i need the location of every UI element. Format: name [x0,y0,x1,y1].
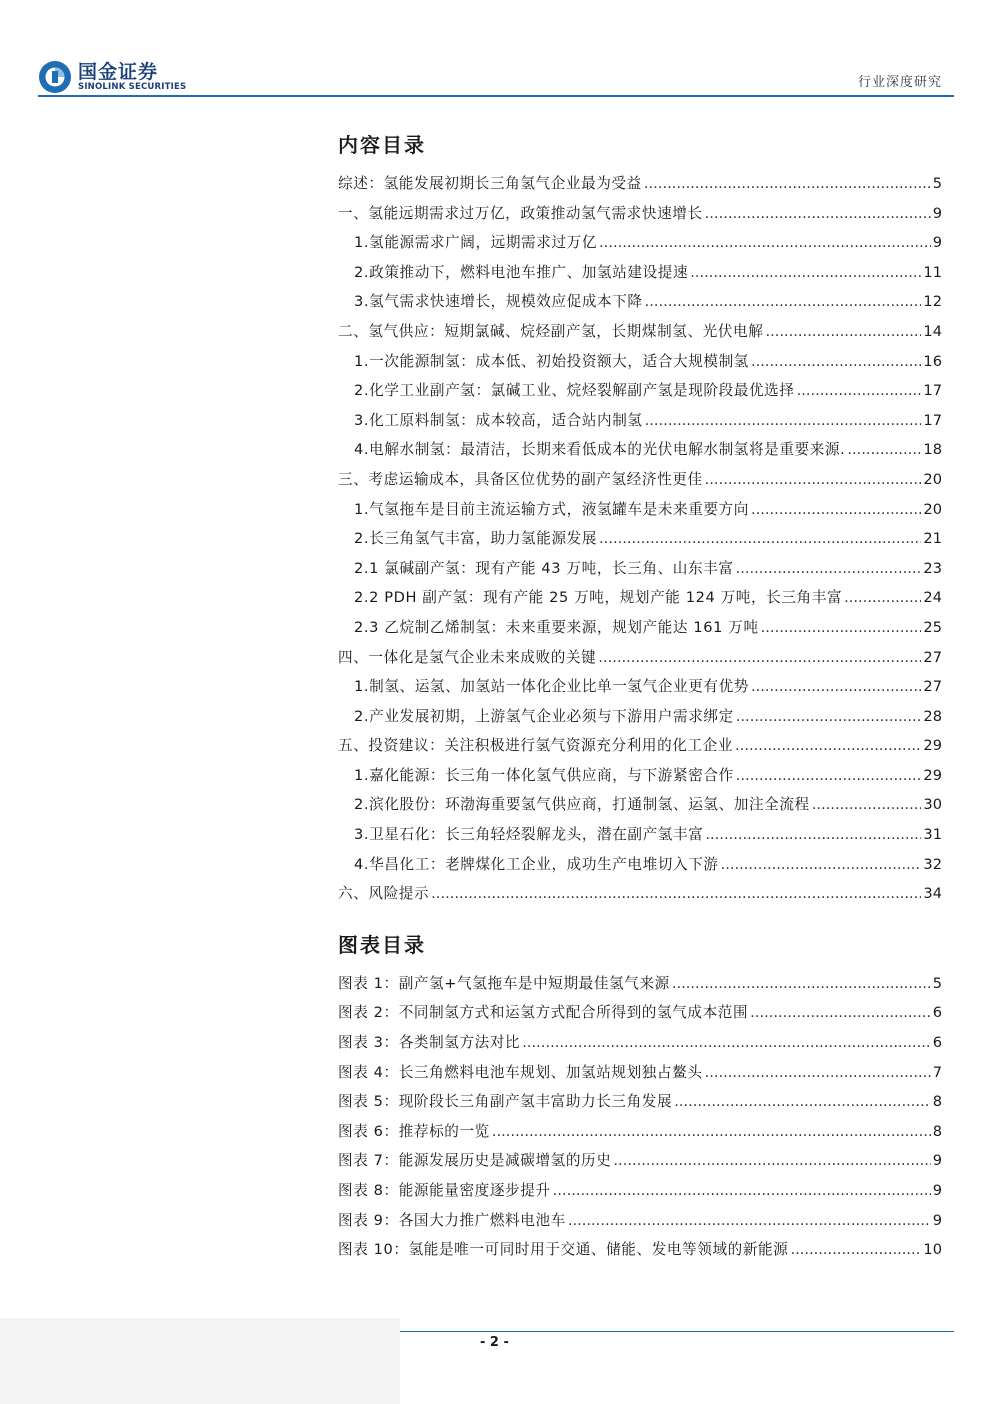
toc-entry-text[interactable]: 2.滨化股份：环渤海重要氢气供应商，打通制氢、运氢、加注全流程 [354,796,810,814]
toc-entry-text[interactable]: 一、氢能远期需求过万亿，政策推动氢气需求快速增长 [338,204,703,222]
toc-entry-page-number[interactable]: 20 [923,470,942,488]
toc-entry[interactable] [338,527,942,557]
toc-entry-page-number[interactable]: 14 [923,322,942,340]
toc-entry-page-number[interactable]: 27 [923,648,942,666]
figure-entry-text[interactable]: 图表 10：氢能是唯一可同时用于交通、储能、发电等领域的新能源 [338,1241,789,1259]
dot-leader [705,826,921,843]
logo-chinese-name: 国金证券 [78,61,159,83]
toc-entry-page-number[interactable]: 18 [923,441,942,459]
page-header [38,55,954,97]
toc-entry-page-number[interactable]: 5 [932,175,942,192]
header-divider [38,95,954,97]
dot-leader [672,975,931,992]
figure-entry-text[interactable]: 图表 5：现阶段长三角副产氢丰富助力长三角发展 [338,1093,673,1111]
toc-entry-text[interactable]: 四、一体化是氢气企业未来成败的关键 [338,648,597,666]
toc-entry-page-number[interactable]: 31 [923,826,942,844]
toc-entry-text[interactable]: 2.2 PDH 副产氢：现有产能 25 万吨，规划产能 124 万吨，长三角丰富 [354,589,843,607]
figure-entry[interactable] [338,1120,942,1150]
figure-entry-text[interactable]: 图表 2：不同制氢方式和运氢方式配合所得到的氢气成本范围 [338,1004,749,1022]
toc-entry-text[interactable]: 2.长三角氢气丰富，助力氢能源发展 [354,530,598,548]
contents-title: 内容目录 [338,133,426,157]
toc-entry-page-number[interactable]: 12 [923,293,942,311]
figure-entry-text[interactable]: 图表 6：推荐标的一览 [338,1122,490,1140]
toc-entry[interactable] [338,202,942,232]
toc-entry-page-number[interactable]: 25 [923,618,942,636]
toc-entry[interactable] [338,379,942,409]
dot-leader [797,382,922,399]
toc-entry[interactable] [338,290,942,320]
toc-entry-text[interactable]: 4.华昌化工：老牌煤化工企业，成功生产电堆切入下游 [354,855,719,873]
toc-entry-page-number[interactable]: 24 [923,589,942,607]
toc-entry[interactable] [338,675,942,705]
logo-english-name: SINOLINK SECURITIES [78,82,187,92]
toc-entry-text[interactable]: 二、氢气供应：短期氯碱、烷烃副产氢，长期煤制氢、光伏电解 [338,322,764,340]
toc-entry[interactable] [338,172,942,202]
dot-leader [674,1093,931,1110]
figure-entry[interactable] [338,1090,942,1120]
figure-entry[interactable] [338,1001,942,1031]
figure-entry[interactable] [338,1061,942,1091]
figure-entry[interactable] [338,1209,942,1239]
toc-entry[interactable] [338,616,942,646]
figure-entry[interactable] [338,1179,942,1209]
dot-leader [599,234,931,251]
figure-entry-page-number[interactable]: 7 [932,1063,942,1081]
toc-entry-text[interactable]: 1.一次能源制氢：成本低、初始投资额大，适合大规模制氢 [354,352,749,370]
dot-leader [568,1212,931,1229]
toc-entry-page-number[interactable]: 17 [923,382,942,400]
logo-mark-icon [38,60,72,94]
toc-entry-text[interactable]: 3.化工原料制氢：成本较高，适合站内制氢 [354,411,643,429]
toc-entry[interactable] [338,882,942,912]
dot-leader [847,441,921,458]
toc-entry-page-number[interactable]: 21 [923,530,942,548]
toc-entry-page-number[interactable]: 30 [923,796,942,814]
figure-entry-text[interactable]: 图表 1：副产氢+气氢拖车是中短期最佳氢气来源 [338,974,670,992]
toc-entry[interactable] [338,793,942,823]
dot-leader [761,619,922,636]
figure-entry-page-number[interactable]: 8 [932,1122,942,1140]
footer-divider [400,1331,954,1332]
toc-entry-text[interactable]: 1.嘉化能源：长三角一体化氢气供应商，与下游紧密合作 [354,766,734,784]
toc-entry-page-number[interactable]: 16 [923,352,942,370]
figure-entry[interactable] [338,972,942,1002]
dot-leader [645,293,922,310]
dot-leader [705,471,922,488]
toc-entry[interactable] [338,498,942,528]
figure-entry-page-number[interactable]: 10 [923,1241,942,1259]
figure-entry-page-number[interactable]: 6 [932,1004,942,1022]
dot-leader [750,1004,931,1021]
dot-leader [736,708,922,725]
toc-entry-page-number[interactable]: 9 [932,234,942,252]
toc-entry[interactable] [338,231,942,261]
toc-entry[interactable] [338,557,942,587]
figure-entry-text[interactable]: 图表 7：能源发展历史是减碳增氢的历史 [338,1152,612,1170]
toc-entry[interactable] [338,468,942,498]
dot-leader [844,589,921,606]
dot-leader [553,1182,931,1199]
toc-entry-text[interactable]: 2.化学工业副产氢：氯碱工业、烷烃裂解副产氢是现阶段最优选择 [354,382,795,400]
toc-entry-text[interactable]: 三、考虑运输成本，具备区位优势的副产氢经济性更佳 [338,470,703,488]
figures-title: 图表目录 [338,932,426,957]
toc-entry-text[interactable]: 1.制氢、运氢、加氢站一体化企业比单一氢气企业更有优势 [354,678,749,696]
toc-entry-page-number[interactable]: 27 [923,678,942,696]
toc-entry-text[interactable]: 2.产业发展初期，上游氢气企业必须与下游用户需求绑定 [354,707,734,725]
dot-leader [492,1123,931,1140]
footer-left-panel [0,1318,400,1404]
dot-leader [721,856,922,873]
toc-entry-text[interactable]: 3.卫星石化：长三角轻烃裂解龙头，潜在副产氢丰富 [354,826,704,844]
toc-entry-page-number[interactable]: 29 [923,766,942,784]
figure-entry-text[interactable]: 图表 9：各国大力推广燃料电池车 [338,1211,566,1229]
figure-entry-page-number[interactable]: 9 [932,1211,942,1229]
toc-entry[interactable] [338,705,942,735]
dot-leader [736,560,922,577]
toc-entry-text[interactable]: 1.氢能源需求广阔，远期需求过万亿 [354,234,598,252]
toc-entry[interactable] [338,853,942,883]
dot-leader [812,796,922,813]
dot-leader [765,323,921,340]
dot-leader [751,353,921,370]
toc-entry[interactable] [338,261,942,291]
figure-entry-page-number[interactable]: 6 [932,1034,942,1052]
toc-entry-text[interactable]: 六、风险提示 [338,885,430,903]
toc-entry-page-number[interactable]: 20 [923,500,942,518]
toc-entry[interactable] [338,409,942,439]
toc-entry-text[interactable]: 2.1 氯碱副产氢：现有产能 43 万吨，长三角、山东丰富 [354,559,734,577]
figure-entry-page-number[interactable]: 9 [932,1182,942,1199]
toc-entry[interactable] [338,734,942,764]
figure-entry-text[interactable]: 图表 3：各类制氢方法对比 [338,1034,521,1052]
toc-entry-page-number[interactable]: 28 [923,707,942,725]
toc-entry[interactable] [338,646,942,676]
figure-entry-text[interactable]: 图表 8：能源能量密度逐步提升 [338,1182,551,1199]
toc-entry-page-number[interactable]: 29 [923,737,942,755]
toc-entry-text[interactable]: 综述：氢能发展初期长三角氢气企业最为受益 [338,175,642,192]
toc-entry-text[interactable]: 4.电解水制氢：最清洁，长期来看低成本的光伏电解水制氢将是重要来源. [354,441,846,459]
figure-entry-page-number[interactable]: 9 [932,1152,942,1170]
dot-leader [705,1064,931,1081]
figures-list [338,972,942,1268]
figure-entry[interactable] [338,1031,942,1061]
dot-leader [705,205,931,222]
figure-entry[interactable] [338,1149,942,1179]
report-type-label: 行业深度研究 [857,75,942,90]
toc-entry-page-number[interactable]: 23 [923,559,942,577]
dot-leader [644,175,931,192]
dot-leader [613,1152,930,1169]
dot-leader [751,678,921,695]
contents-list [338,172,942,912]
toc-entry[interactable] [338,764,942,794]
toc-entry[interactable] [338,823,942,853]
dot-leader [431,885,921,902]
dot-leader [645,412,922,429]
toc-entry-page-number[interactable]: 11 [923,263,942,281]
toc-entry[interactable] [338,586,942,616]
toc-entry-page-number[interactable]: 34 [923,885,942,903]
dot-leader [736,767,922,784]
figure-entry-page-number[interactable]: 8 [932,1093,942,1111]
toc-entry-text[interactable]: 2.政策推动下，燃料电池车推广、加氢站建设提速 [354,263,689,281]
toc-entry-page-number[interactable]: 9 [932,204,942,222]
dot-leader [522,1034,930,1051]
toc-entry[interactable] [338,350,942,380]
toc-entry-text[interactable]: 2.3 乙烷制乙烯制氢：未来重要来源，规划产能达 161 万吨 [354,618,759,636]
toc-entry-page-number[interactable]: 17 [923,411,942,429]
toc-entry[interactable] [338,438,942,468]
dot-leader [598,649,921,666]
page-number: - 2 - [480,1335,509,1350]
figure-entry[interactable] [338,1238,942,1268]
toc-entry-text[interactable]: 1.气氢拖车是目前主流运输方式，液氢罐车是未来重要方向 [354,500,749,518]
dot-leader [751,501,921,518]
toc-entry[interactable] [338,320,942,350]
dot-leader [735,737,921,754]
figure-entry-text[interactable]: 图表 4：长三角燃料电池车规划、加氢站规划独占鳌头 [338,1063,703,1081]
company-logo [38,59,186,95]
toc-entry-text[interactable]: 3.氢气需求快速增长，规模效应促成本下降 [354,293,643,311]
table-of-contents-page [338,130,942,1268]
dot-leader [790,1241,921,1258]
figure-entry-page-number[interactable]: 5 [932,974,942,992]
dot-leader [690,264,921,281]
dot-leader [599,530,921,547]
toc-entry-page-number[interactable]: 32 [923,855,942,873]
toc-entry-text[interactable]: 五、投资建议：关注积极进行氢气资源充分利用的化工企业 [338,737,734,755]
